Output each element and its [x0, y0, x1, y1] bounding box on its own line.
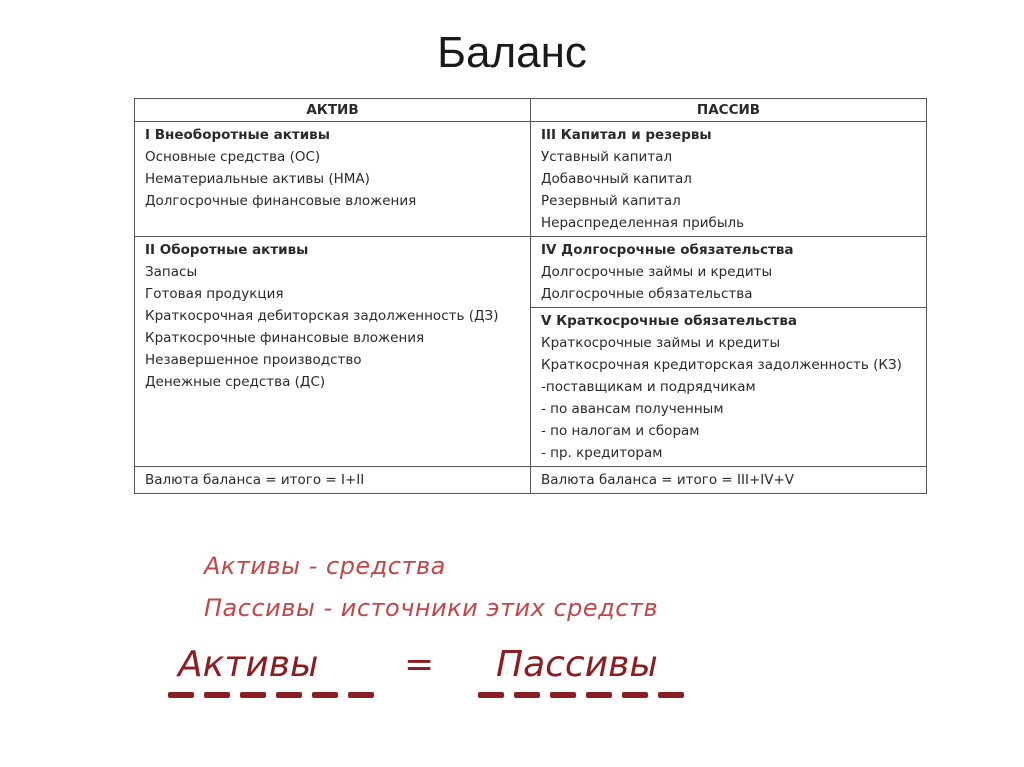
equation-right: Пассивы: [496, 644, 658, 685]
list-item: Долгосрочные финансовые вложения: [145, 193, 417, 209]
dash: [348, 692, 374, 698]
total-liabilities: Валюта баланса = итого = III+IV+V: [531, 467, 927, 494]
list-item: Готовая продукция: [145, 286, 284, 302]
list-item: - пр. кредиторам: [541, 445, 663, 461]
equation-left: Активы: [178, 644, 319, 685]
section-noncurrent-assets: [135, 122, 531, 237]
list-item: Денежные средства (ДС): [145, 374, 326, 390]
dash: [204, 692, 230, 698]
dash: [514, 692, 540, 698]
header-liabilities: ПАССИВ: [531, 99, 927, 122]
dash: [276, 692, 302, 698]
handwritten-liabilities-definition: Пассивы - источники этих средств: [204, 594, 659, 622]
list-item: Краткосрочные займы и кредиты: [541, 335, 781, 351]
section-capital-reserves: [531, 122, 927, 237]
dash: [168, 692, 194, 698]
table-row: [135, 237, 927, 308]
list-item: - по налогам и сборам: [541, 423, 700, 439]
list-item: Долгосрочные займы и кредиты: [541, 264, 773, 280]
section-long-term-liabilities: [531, 237, 927, 308]
dash: [586, 692, 612, 698]
header-assets: АКТИВ: [135, 99, 531, 122]
dash: [658, 692, 684, 698]
page-title: Баланс: [437, 28, 587, 77]
list-item: Краткосрочная кредиторская задолженность (КЗ): [541, 357, 902, 373]
underline-dashes-right: [478, 692, 684, 698]
section-title: II Оборотные активы: [145, 242, 309, 258]
totals-row: [135, 467, 927, 494]
list-item: Краткосрочные финансовые вложения: [145, 330, 425, 346]
section-title: III Капитал и резервы: [541, 127, 712, 143]
total-assets: Валюта баланса = итого = I+II: [135, 467, 531, 494]
list-item: Краткосрочная дебиторская задолженность (ДЗ): [145, 308, 499, 324]
dash: [312, 692, 338, 698]
list-item: Долгосрочные обязательства: [541, 286, 753, 302]
section-current-assets: [135, 237, 531, 467]
dash: [240, 692, 266, 698]
list-item: Резервный капитал: [541, 193, 681, 209]
table-header-row: [135, 99, 927, 122]
list-item: Запасы: [145, 264, 198, 280]
list-item: Нераспределенная прибыль: [541, 215, 745, 231]
dash: [550, 692, 576, 698]
list-item: -поставщикам и подрядчикам: [541, 379, 756, 395]
section-title: V Краткосрочные обязательства: [541, 313, 798, 329]
section-title: I Внеоборотные активы: [145, 127, 330, 143]
list-item: Основные средства (ОС): [145, 149, 321, 165]
list-item: Нематериальные активы (НМА): [145, 171, 370, 187]
section-short-term-liabilities: [531, 308, 927, 467]
dash: [478, 692, 504, 698]
section-title: IV Долгосрочные обязательства: [541, 242, 794, 258]
dash: [622, 692, 648, 698]
list-item: Незавершенное производство: [145, 352, 362, 368]
list-item: Уставный капитал: [541, 149, 673, 165]
equation-sign: =: [404, 644, 435, 685]
list-item: - по авансам полученным: [541, 401, 724, 417]
list-item: Добавочный капитал: [541, 171, 692, 187]
underline-dashes-left: [168, 692, 374, 698]
balance-table: [134, 98, 927, 494]
table-row: [135, 122, 927, 237]
handwritten-assets-definition: Активы - средства: [204, 552, 446, 580]
